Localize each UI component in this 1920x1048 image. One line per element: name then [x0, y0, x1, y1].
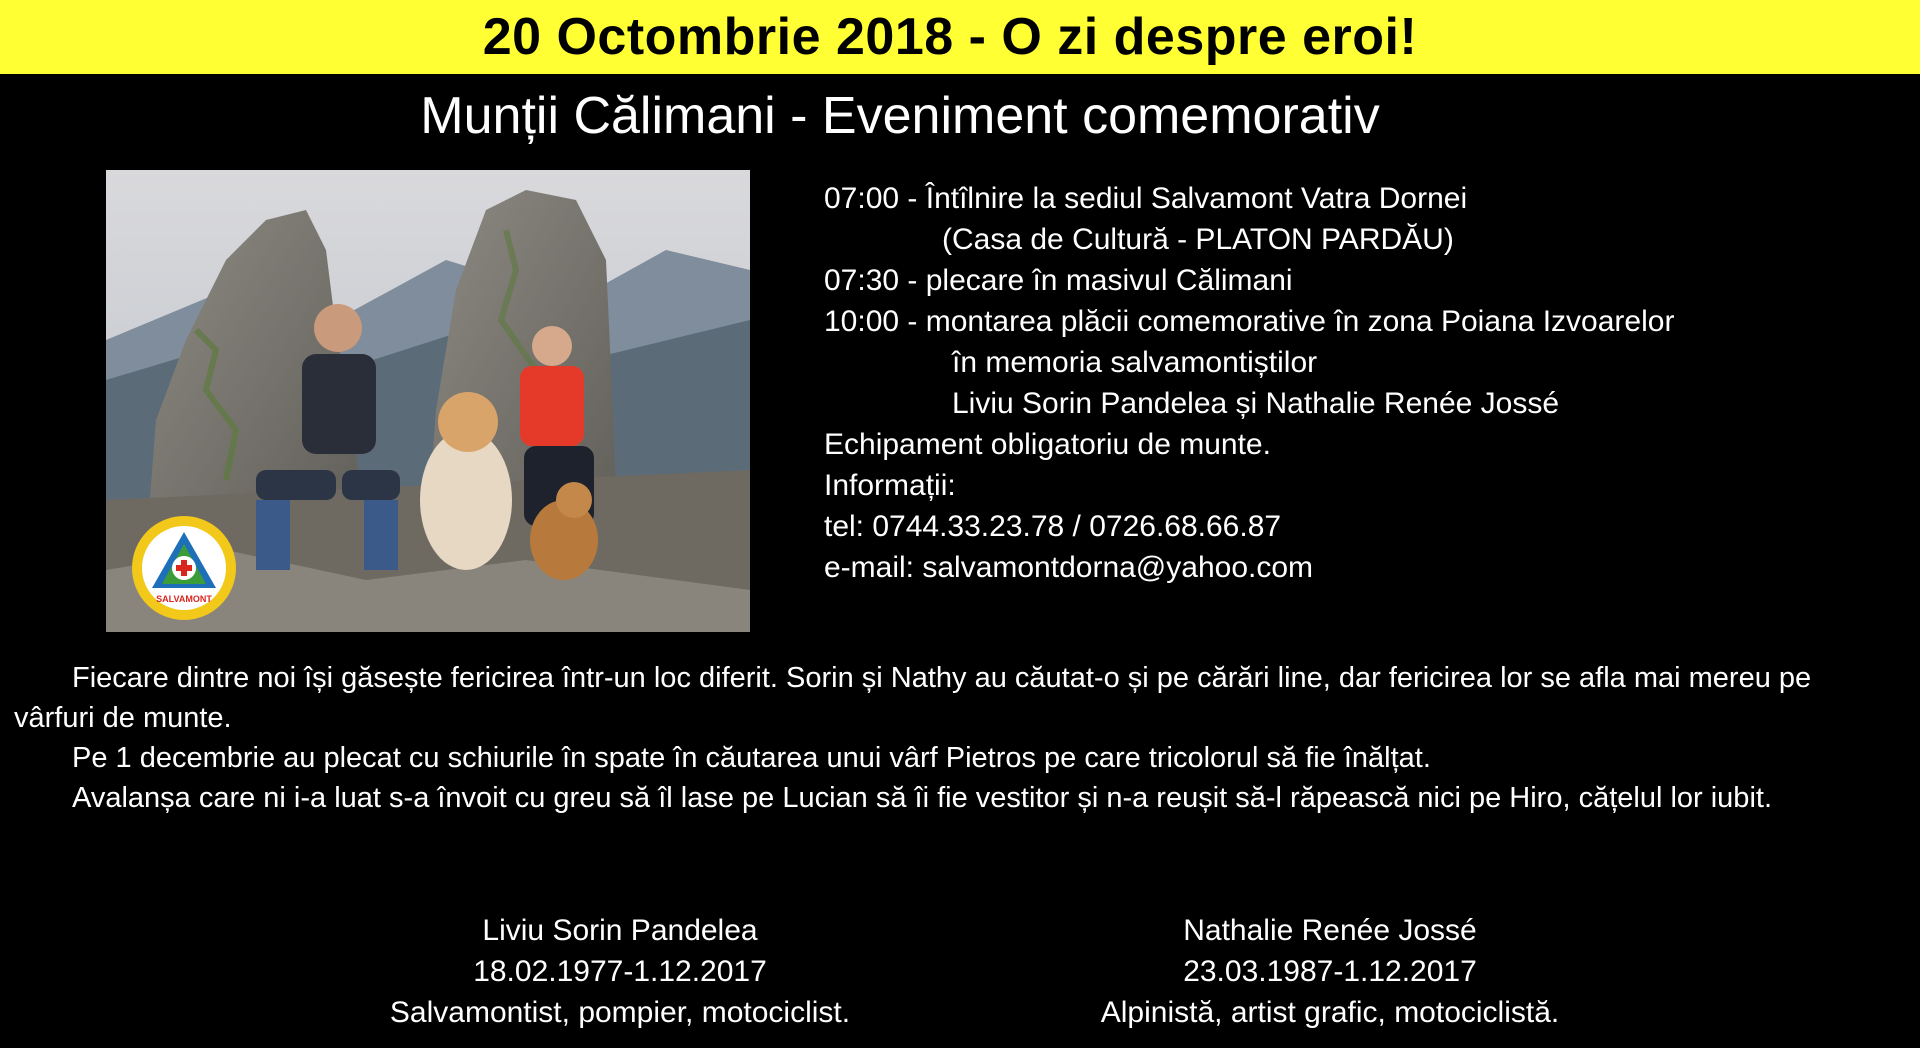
email-line: e-mail: salvamontdorna@yahoo.com — [824, 551, 1314, 584]
event-subtitle: Munții Călimani - Eveniment comemorativ — [420, 87, 1380, 145]
banner-title: 20 Octombrie 2018 - O zi despre eroi! — [482, 8, 1418, 66]
story-paragraph: Fiecare dintre noi își găsește fericirea într-un loc diferit. Sorin și Nathy au căutat-o și pe cărări line, dar fericirea lor se afla mai mereu pe vârfuri de munte. — [14, 662, 1812, 734]
schedule-line: Liviu Sorin Pandelea și Nathalie Renée Jossé — [952, 387, 1560, 420]
title-banner — [0, 0, 1920, 74]
schedule-line: 07:00 - Întîlnire la sediul Salvamont Vatra Dornei — [824, 182, 1468, 215]
schedule-line: 10:00 - montarea plăcii comemorative în zona Poiana Izvoarelor — [824, 305, 1675, 338]
equipment-note: Echipament obligatoriu de munte. — [824, 428, 1271, 461]
schedule-line: (Casa de Cultură - PLATON PARDĂU) — [942, 223, 1454, 256]
story-text — [14, 658, 1894, 818]
memorial-dates: 23.03.1987-1.12.2017 — [1183, 955, 1477, 988]
memorial-roles: Alpinistă, artist grafic, motociclistă. — [1100, 996, 1560, 1029]
schedule-line: 07:30 - plecare în masivul Călimani — [824, 264, 1293, 297]
memorial-left — [300, 910, 940, 1033]
memorial-right — [1010, 910, 1650, 1033]
event-schedule — [824, 178, 1884, 588]
story-paragraph: Pe 1 decembrie au plecat cu schiurile în spate în căutarea unui vârf Pietros pe care tricolorul să fie înălțat. — [72, 742, 1431, 774]
schedule-line: în memoria salvamontiștilor — [952, 346, 1318, 379]
memorial-dates: 18.02.1977-1.12.2017 — [473, 955, 767, 988]
memorial-name: Nathalie Renée Jossé — [1183, 914, 1477, 947]
phone-line: tel: 0744.33.23.78 / 0726.68.66.87 — [824, 510, 1282, 543]
memorial-name: Liviu Sorin Pandelea — [482, 914, 758, 947]
salvamont-logo — [132, 516, 236, 620]
rescuers-photo — [106, 170, 750, 632]
memorial-roles: Salvamontist, pompier, motociclist. — [389, 996, 851, 1029]
info-label: Informații: — [824, 469, 956, 502]
story-paragraph: Avalanșa care ni i-a luat s-a învoit cu greu să îl lase pe Lucian să îi fie vestitor și n-a reușit să-l răpească nici pe Hiro, cățelul lor iubit. — [72, 782, 1772, 814]
logo-text: SALVAMONT — [156, 594, 212, 604]
